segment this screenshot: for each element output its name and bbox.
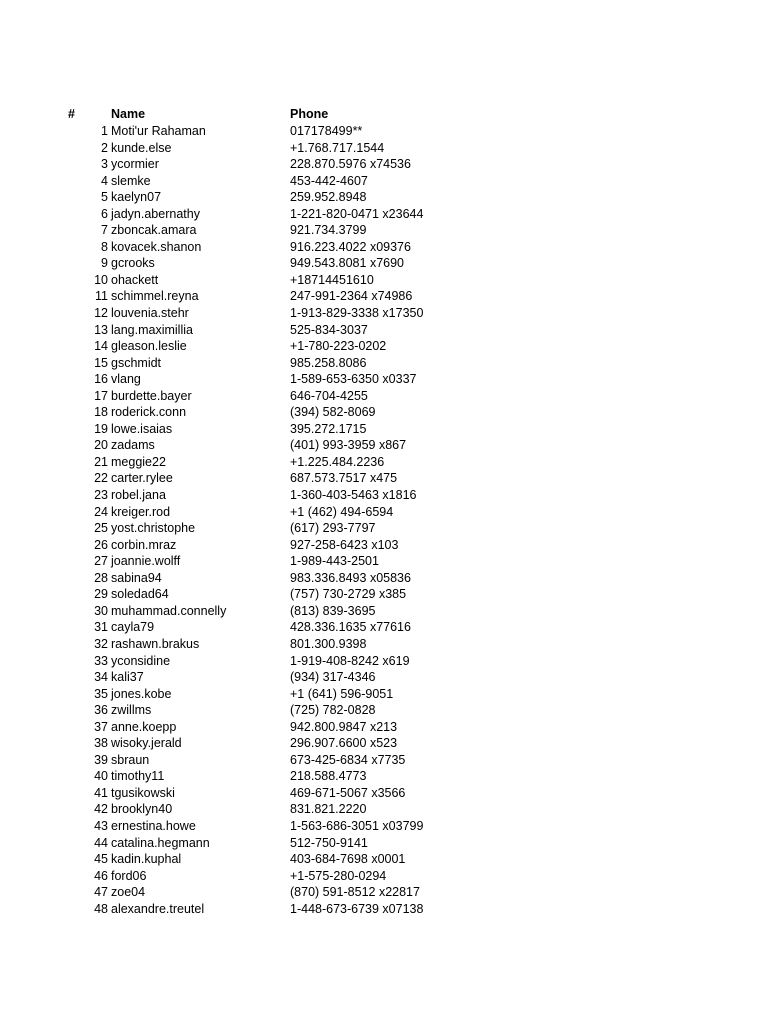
contact-name: robel.jana: [111, 488, 166, 503]
contact-phone: 1-919-408-8242 x619: [290, 653, 410, 668]
table-row: [0, 785, 768, 802]
contact-name: kreiger.rod: [111, 504, 171, 519]
table-row: [0, 487, 768, 504]
table-row: [0, 868, 768, 885]
contact-phone: 228.870.5976 x74536: [290, 157, 411, 172]
contact-name: yost.christophe: [111, 521, 196, 536]
contact-name: ernestina.howe: [111, 818, 196, 833]
row-number: 20: [94, 438, 108, 453]
contact-phone: +18714451610: [290, 272, 374, 287]
row-number: 42: [94, 802, 108, 817]
contact-phone: 453-442-4607: [290, 173, 368, 188]
table-row: [0, 421, 768, 438]
contact-phone: 017178499**: [290, 124, 363, 138]
table-row: [0, 537, 768, 554]
contact-phone: 1-563-686-3051 x03799: [290, 818, 424, 833]
table-row: [0, 735, 768, 752]
contact-phone: 469-671-5067 x3566: [290, 785, 406, 800]
contact-name: kovacek.shanon: [111, 239, 202, 254]
row-number: 47: [94, 885, 108, 900]
row-number: 21: [94, 454, 108, 469]
table-row: [0, 355, 768, 372]
table-row: [0, 371, 768, 388]
row-number: 6: [101, 206, 108, 221]
contact-phone: (394) 582-8069: [290, 405, 376, 420]
contact-name: sabina94: [111, 570, 162, 585]
contact-phone: 296.907.6600 x523: [290, 736, 398, 751]
contact-phone: 1-448-673-6739 x07138: [290, 901, 424, 916]
contact-name: burdette.bayer: [111, 388, 192, 403]
row-number: 2: [101, 140, 108, 155]
row-number: 36: [94, 703, 108, 718]
column-header-phone: Phone: [290, 107, 329, 121]
column-header-number: #: [68, 107, 75, 121]
table-row: [0, 239, 768, 256]
contact-phone: +1-780-223-0202: [290, 339, 387, 354]
contact-phone: +1-575-280-0294: [290, 868, 387, 883]
row-number: 12: [94, 306, 108, 321]
contact-phone: 646-704-4255: [290, 388, 368, 403]
table-row: [0, 851, 768, 868]
row-number: 29: [94, 587, 108, 602]
row-number: 14: [94, 339, 108, 354]
contact-name: zboncak.amara: [111, 223, 197, 238]
table-row: [0, 255, 768, 272]
contact-name: jones.kobe: [111, 686, 172, 701]
contact-phone: +1 (462) 494-6594: [290, 504, 394, 519]
row-number: 4: [101, 173, 108, 188]
table-row: [0, 835, 768, 852]
row-number: 31: [94, 620, 108, 635]
row-number: 5: [101, 190, 108, 205]
contact-name: ohackett: [111, 272, 159, 287]
contact-name: anne.koepp: [111, 719, 177, 734]
row-number: 46: [94, 868, 108, 883]
row-number: 43: [94, 818, 108, 833]
table-row: [0, 305, 768, 322]
table-row: [0, 752, 768, 769]
row-number: 44: [94, 835, 108, 850]
contact-phone: +1 (641) 596-9051: [290, 686, 394, 701]
table-row: [0, 189, 768, 206]
row-number: 15: [94, 355, 108, 370]
row-number: 34: [94, 670, 108, 685]
column-header-name: Name: [111, 107, 146, 121]
table-row: [0, 653, 768, 670]
contact-name: louvenia.stehr: [111, 306, 189, 321]
contact-name: gleason.leslie: [111, 339, 187, 354]
contact-name: rashawn.brakus: [111, 636, 200, 651]
contact-phone: 942.800.9847 x213: [290, 719, 398, 734]
contact-name: brooklyn40: [111, 802, 173, 817]
contact-name: catalina.hegmann: [111, 835, 210, 850]
contact-phone: 916.223.4022 x09376: [290, 239, 411, 254]
contact-phone: 927-258-6423 x103: [290, 537, 399, 552]
contact-name: alexandre.treutel: [111, 901, 205, 916]
contact-name: gcrooks: [111, 256, 155, 271]
row-number: 23: [94, 488, 108, 503]
table-row: [0, 619, 768, 636]
table-row: [0, 123, 768, 140]
table-row: [0, 437, 768, 454]
row-number: 27: [94, 554, 108, 569]
table-row: [0, 338, 768, 355]
table-row: [0, 884, 768, 901]
contact-name: tgusikowski: [111, 785, 175, 800]
table-row: [0, 173, 768, 190]
table-row: [0, 768, 768, 785]
row-number: 3: [101, 157, 108, 172]
contact-name: roderick.conn: [111, 405, 187, 420]
contact-phone: 831.821.2220: [290, 802, 367, 817]
table-row: [0, 669, 768, 686]
contact-name: joannie.wolff: [111, 554, 181, 569]
contact-phone: 801.300.9398: [290, 636, 367, 651]
contact-phone: (617) 293-7797: [290, 521, 376, 536]
contact-phone: (813) 839-3695: [290, 603, 376, 618]
table-header: [0, 106, 768, 122]
contact-name: cayla79: [111, 620, 155, 635]
contact-name: kaelyn07: [111, 190, 162, 205]
table-row: [0, 901, 768, 918]
contact-phone: +1.768.717.1544: [290, 140, 385, 155]
table-row: [0, 206, 768, 223]
contact-name: kali37: [111, 670, 144, 685]
row-number: 17: [94, 388, 108, 403]
row-number: 19: [94, 421, 108, 436]
contact-phone: 247-991-2364 x74986: [290, 289, 413, 304]
contact-name: Moti'ur Rahaman: [111, 124, 206, 138]
contact-phone: 1-989-443-2501: [290, 554, 379, 569]
contact-name: zwillms: [111, 703, 152, 718]
contact-phone: 1-360-403-5463 x1816: [290, 488, 417, 503]
row-number: 24: [94, 504, 108, 519]
table-row: [0, 454, 768, 471]
contact-name: slemke: [111, 173, 151, 188]
table-row: [0, 636, 768, 653]
row-number: 40: [94, 769, 108, 784]
contact-phone: (725) 782-0828: [290, 703, 376, 718]
contact-phone: 218.588.4773: [290, 769, 367, 784]
contact-name: yconsidine: [111, 653, 171, 668]
table-row: [0, 818, 768, 835]
row-number: 8: [101, 239, 108, 254]
contact-phone: +1.225.484.2236: [290, 454, 385, 469]
row-number: 25: [94, 521, 108, 536]
row-number: 33: [94, 653, 108, 668]
table-row: [0, 570, 768, 587]
table-row: [0, 140, 768, 157]
contact-phone: 673-425-6834 x7735: [290, 752, 406, 767]
row-number: 9: [101, 256, 108, 271]
contact-name: timothy11: [111, 769, 165, 784]
contact-name: vlang: [111, 372, 141, 387]
contact-name: ford06: [111, 868, 147, 883]
contact-phone: (757) 730-2729 x385: [290, 587, 407, 602]
table-row: [0, 504, 768, 521]
contact-name: carter.rylee: [111, 471, 173, 486]
contact-name: kunde.else: [111, 140, 172, 155]
contact-name: ycormier: [111, 157, 159, 172]
contact-name: lang.maximillia: [111, 322, 193, 337]
row-number: 35: [94, 686, 108, 701]
row-number: 26: [94, 537, 108, 552]
contact-phone: (401) 993-3959 x867: [290, 438, 407, 453]
row-number: 11: [95, 289, 108, 304]
contact-name: schimmel.reyna: [111, 289, 199, 304]
row-number: 32: [94, 636, 108, 651]
contact-phone: 983.336.8493 x05836: [290, 570, 411, 585]
contact-name: muhammad.connelly: [111, 603, 227, 618]
contact-name: kadin.kuphal: [111, 852, 182, 867]
contact-phone: 1-589-653-6350 x0337: [290, 372, 417, 387]
row-number: 18: [94, 405, 108, 420]
row-number: 30: [94, 603, 108, 618]
table-row: [0, 553, 768, 570]
row-number: 37: [94, 719, 108, 734]
contact-name: corbin.mraz: [111, 537, 177, 552]
row-number: 13: [94, 322, 108, 337]
table-row: [0, 222, 768, 239]
contact-name: zoe04: [111, 885, 146, 900]
contact-phone: 525-834-3037: [290, 322, 368, 337]
table-row: [0, 388, 768, 405]
table-row: [0, 686, 768, 703]
table-row: [0, 156, 768, 173]
contact-name: soledad64: [111, 587, 169, 602]
row-number: 45: [94, 852, 108, 867]
table-row: [0, 520, 768, 537]
row-number: 22: [94, 471, 108, 486]
contact-name: wisoky.jerald: [111, 736, 182, 751]
contact-table-body: [0, 123, 768, 917]
contact-phone: 428.336.1635 x77616: [290, 620, 411, 635]
contact-phone: 395.272.1715: [290, 421, 367, 436]
row-number: 10: [94, 272, 108, 287]
row-number: 28: [94, 570, 108, 585]
row-number: 7: [101, 223, 108, 238]
table-row: [0, 702, 768, 719]
contact-name: lowe.isaias: [111, 421, 173, 436]
table-row: [0, 288, 768, 305]
contact-phone: 403-684-7698 x0001: [290, 852, 406, 867]
table-row: [0, 404, 768, 421]
contact-phone: (934) 317-4346: [290, 670, 376, 685]
row-number: 1: [101, 124, 108, 138]
contact-name: sbraun: [111, 752, 150, 767]
table-row: [0, 322, 768, 339]
table-row: [0, 272, 768, 289]
row-number: 16: [94, 372, 108, 387]
contact-phone: 259.952.8948: [290, 190, 367, 205]
contact-name: gschmidt: [111, 355, 162, 370]
row-number: 41: [94, 785, 108, 800]
table-row: [0, 586, 768, 603]
table-row: [0, 603, 768, 620]
contact-name: zadams: [111, 438, 155, 453]
table-row: [0, 470, 768, 487]
row-number: 48: [94, 901, 108, 916]
contact-phone: 1-913-829-3338 x17350: [290, 306, 424, 321]
contact-phone: 512-750-9141: [290, 835, 368, 850]
contact-name: jadyn.abernathy: [111, 206, 200, 221]
table-row: [0, 719, 768, 736]
row-number: 39: [94, 752, 108, 767]
contact-phone: 985.258.8086: [290, 355, 367, 370]
contact-phone: (870) 591-8512 x22817: [290, 885, 420, 900]
contact-phone: 1-221-820-0471 x23644: [290, 206, 424, 221]
contact-phone: 921.734.3799: [290, 223, 367, 238]
row-number: 38: [94, 736, 108, 751]
contact-name: meggie22: [111, 454, 166, 469]
contact-phone: 949.543.8081 x7690: [290, 256, 404, 271]
table-row: [0, 801, 768, 818]
contact-phone: 687.573.7517 x475: [290, 471, 398, 486]
